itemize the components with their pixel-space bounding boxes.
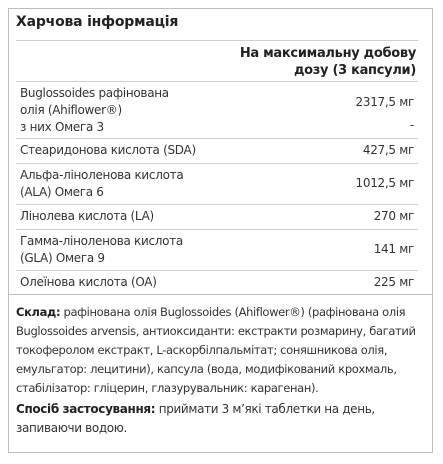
row-name-line: Buglossoides рафінована xyxy=(20,86,169,100)
row-name: Лінолева кислота (LA) xyxy=(20,209,154,223)
row-name: Олеїнова кислота (OA) xyxy=(20,275,157,289)
table-row xyxy=(16,230,418,271)
table-header xyxy=(16,41,418,82)
row-value: 1012,5 мг xyxy=(355,176,414,190)
dose-header-line-2: дозу (3 капсули) xyxy=(293,63,416,78)
row-value: 225 мг xyxy=(373,275,414,289)
row-name-line: (GLA) Омега 9 xyxy=(20,251,105,265)
row-name-line: Гамма-ліноленова кислота xyxy=(20,234,183,248)
table-row xyxy=(16,205,418,230)
row-name xyxy=(16,82,169,139)
dose-header-line-1: На максимальну добову xyxy=(239,46,416,61)
row-name xyxy=(16,230,183,270)
row-name-line: (ALA) Омега 6 xyxy=(20,185,104,199)
composition-label: Склад: xyxy=(16,305,61,319)
row-name: Стеаридонова кислота (SDA) xyxy=(20,143,196,157)
row-name-line: олія (Ahiflower®) xyxy=(20,103,122,117)
section-divider xyxy=(8,294,433,295)
table-row xyxy=(16,271,418,295)
composition-text: рафінована олія Buglossoides (Ahiflower®) (рафінована олія Buglossoides arvensis, антиоксиданти: екстракти розмарину, багатий токоферолом екстракт, L-аскорбілпальмітат; соняшникова олія, емульгатор: лецитини), капсула (вода, модифікований крохмаль, стабілізатор: гліцерин, глазурувальник: карагенан). xyxy=(16,305,416,395)
row-name-line: з них Омега 3 xyxy=(20,120,104,134)
row-value: 427,5 мг xyxy=(362,143,414,157)
composition-paragraph xyxy=(16,303,421,398)
nutrition-table xyxy=(16,40,418,295)
dose-column-header xyxy=(240,41,418,79)
table-row xyxy=(16,82,418,139)
table-row xyxy=(16,139,418,164)
usage-text: приймати 3 м’які таблетки на день, запиваючи водою. xyxy=(16,402,375,435)
usage-paragraph xyxy=(16,400,421,438)
row-value: 270 мг xyxy=(373,209,414,223)
row-sub-value: - xyxy=(409,118,414,132)
usage-label: Спосіб застосування: xyxy=(16,402,156,416)
table-row xyxy=(16,164,418,205)
row-value: 141 мг xyxy=(373,242,414,256)
row-value xyxy=(356,82,418,137)
row-name xyxy=(16,164,183,204)
panel-title: Харчова інформація xyxy=(16,14,179,30)
row-value-text: 2317,5 мг xyxy=(355,95,414,109)
row-name-line: Альфа-ліноленова кислота xyxy=(20,168,184,182)
